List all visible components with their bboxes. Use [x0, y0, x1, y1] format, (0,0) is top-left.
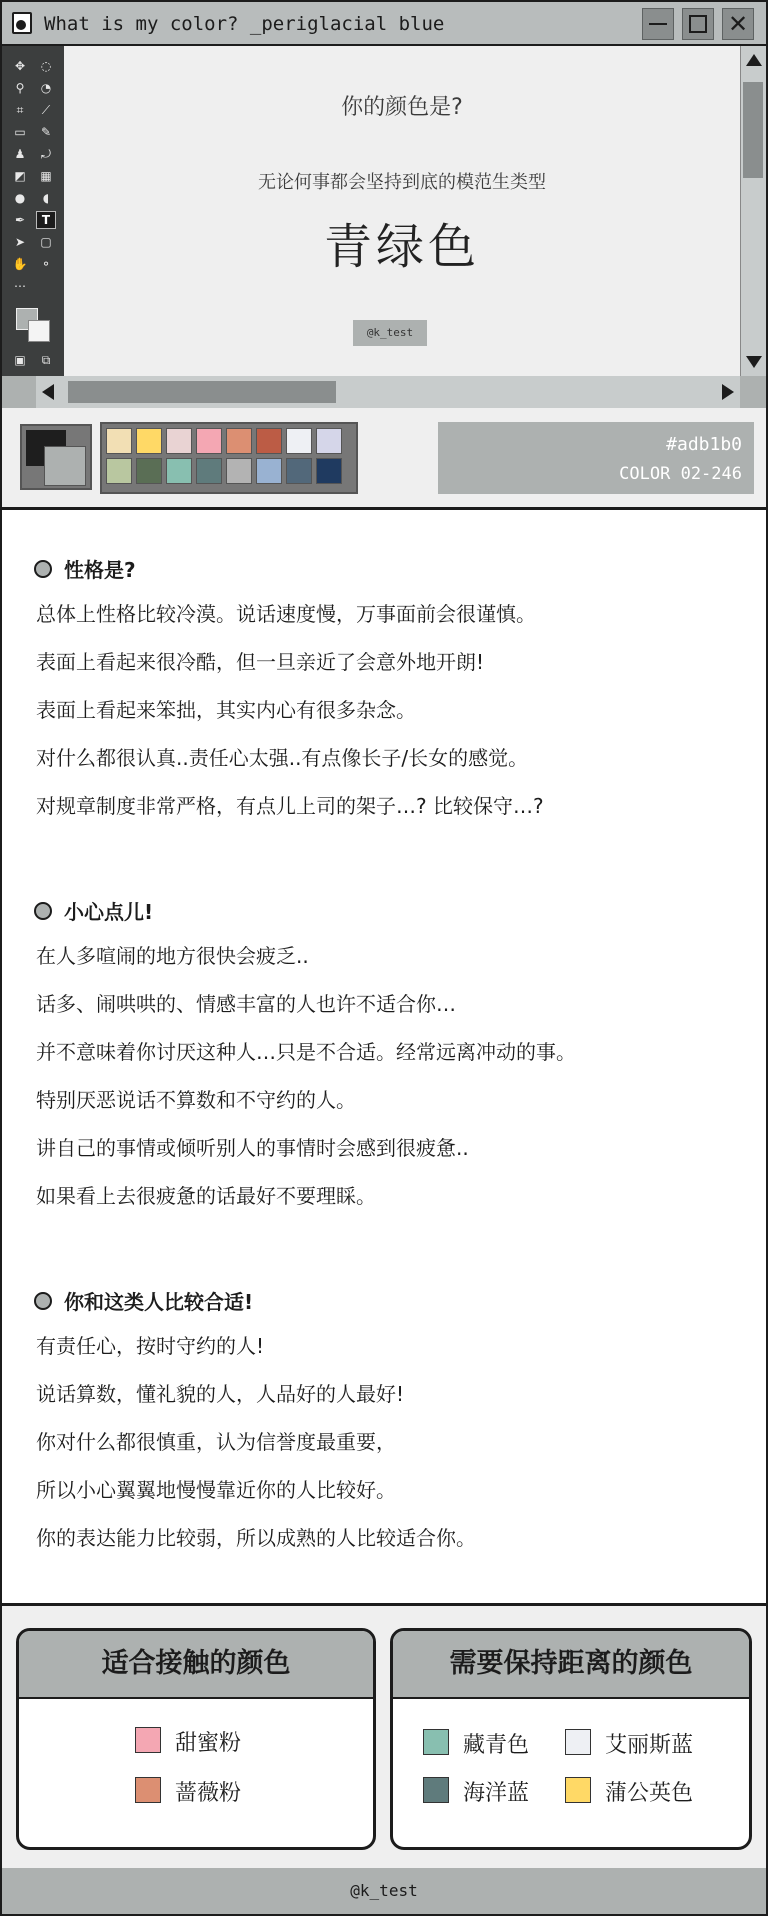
- text-line: 并不意味着你讨厌这种人…只是不合适。经常远离冲动的事。: [36, 1040, 576, 1064]
- pen-icon[interactable]: ✒: [14, 213, 26, 227]
- window-title: What is my color? _periglacial blue: [44, 13, 445, 35]
- close-button[interactable]: [722, 8, 754, 40]
- text-line: 表面上看起来很冷酷，但一旦亲近了会意外地开朗!: [36, 650, 485, 674]
- color-swatch: [565, 1729, 591, 1755]
- scroll-down-icon[interactable]: [746, 356, 762, 368]
- good-colors-card: [16, 1628, 376, 1850]
- palette-swatch[interactable]: [226, 428, 252, 454]
- color-cards-area: [2, 1606, 766, 1868]
- title-bar: [2, 2, 766, 46]
- palette-swatch[interactable]: [106, 428, 132, 454]
- color-label: 甜蜜粉: [175, 1731, 242, 1756]
- brush-icon[interactable]: ✎: [40, 125, 52, 139]
- background-color-swatch[interactable]: [28, 320, 50, 342]
- magic-wand-icon[interactable]: ⚲: [15, 81, 25, 95]
- palette-swatch[interactable]: [196, 458, 222, 484]
- toolbox: [2, 46, 64, 376]
- color-label: 蒲公英色: [605, 1781, 694, 1806]
- color-label: 艾丽斯蓝: [605, 1733, 694, 1758]
- canvas-question: 你的颜色是?: [341, 95, 463, 120]
- crop-icon[interactable]: ⌗: [16, 103, 24, 117]
- color-code: COLOR 02-246: [619, 464, 742, 484]
- color-swatch: [423, 1729, 449, 1755]
- scroll-right-icon[interactable]: [722, 384, 734, 400]
- minimize-button[interactable]: [642, 8, 674, 40]
- maximize-button[interactable]: [682, 8, 714, 40]
- dodge-icon[interactable]: ◖: [42, 191, 50, 205]
- palette-swatch[interactable]: [286, 428, 312, 454]
- editor-area: [2, 46, 766, 408]
- text-line: 话多、闹哄哄的、情感丰富的人也许不适合你…: [36, 992, 456, 1016]
- section-compatible: [34, 1286, 734, 1550]
- text-line: 表面上看起来笨拙，其实内心有很多杂念。: [36, 698, 416, 722]
- palette-swatch[interactable]: [286, 458, 312, 484]
- history-brush-icon[interactable]: ⤾: [41, 147, 51, 161]
- footer: @k_test: [2, 1868, 766, 1914]
- section-title: 你和这类人比较合适!: [64, 1290, 254, 1314]
- palette-swatch[interactable]: [196, 428, 222, 454]
- move-icon[interactable]: ✥: [14, 59, 26, 73]
- palette-swatch[interactable]: [256, 458, 282, 484]
- vertical-scrollbar[interactable]: [740, 46, 766, 376]
- text-line: 对规章制度非常严格，有点儿上司的架子…? 比较保守…?: [36, 794, 544, 818]
- palette-swatch[interactable]: [136, 428, 162, 454]
- bullet-icon: [34, 1292, 52, 1310]
- palette-swatch[interactable]: [256, 428, 282, 454]
- color-swatch: [423, 1777, 449, 1803]
- scroll-up-icon[interactable]: [746, 54, 762, 66]
- section-personality: [34, 554, 734, 818]
- color-label: 藏青色: [463, 1733, 530, 1758]
- text-line: 在人多喧闹的地方很快会疲乏..: [36, 944, 309, 968]
- bullet-icon: [34, 902, 52, 920]
- text-line: 特别厌恶说话不算数和不守约的人。: [36, 1088, 356, 1112]
- text-line: 你的表达能力比较弱，所以成熟的人比较适合你。: [36, 1526, 476, 1550]
- canvas-tag: @k_test: [353, 320, 427, 346]
- current-bg-color: [44, 446, 86, 486]
- palette-swatch[interactable]: [316, 458, 342, 484]
- text-line: 对什么都很认真..责任心太强..有点像长子/长女的感觉。: [36, 746, 529, 770]
- text-line: 讲自己的事情或倾听别人的事情时会感到很疲惫..: [36, 1136, 469, 1160]
- avoid-colors-title: 需要保持距离的颜色: [393, 1631, 749, 1699]
- text-line: 总体上性格比较冷漠。说话速度慢，万事面前会很谨慎。: [36, 602, 536, 626]
- eraser-icon[interactable]: ◩: [14, 169, 26, 183]
- hand-icon[interactable]: ✋: [12, 257, 28, 271]
- section-title: 小心点儿!: [64, 900, 154, 924]
- color-swatch: [135, 1727, 161, 1753]
- text-line: 说话算数，懂礼貌的人，人品好的人最好!: [36, 1382, 405, 1406]
- eyedropper-icon[interactable]: ⟋: [41, 103, 51, 117]
- quick-mask-icon[interactable]: ▣: [14, 353, 26, 367]
- vertical-scroll-thumb[interactable]: [743, 82, 763, 178]
- text-line: 有责任心，按时守约的人!: [36, 1334, 265, 1358]
- lasso-icon[interactable]: ◌: [40, 59, 52, 73]
- horizontal-scroll-thumb[interactable]: [68, 381, 336, 403]
- app-icon: [12, 12, 32, 34]
- section-caution: [34, 896, 734, 1208]
- palette-swatch[interactable]: [136, 458, 162, 484]
- quick-select-icon[interactable]: ◔: [40, 81, 52, 95]
- color-swatch: [565, 1777, 591, 1803]
- palette-bar: [2, 408, 766, 510]
- path-select-icon[interactable]: ➤: [14, 235, 26, 249]
- close-icon: ✕: [727, 10, 749, 38]
- canvas-color-name: 青绿色: [323, 219, 480, 275]
- shape-icon[interactable]: ▢: [40, 235, 52, 249]
- canvas-subtitle: 无论何事都会坚持到底的模范生类型: [258, 172, 546, 193]
- section-title: 性格是?: [64, 558, 136, 582]
- text-line: 所以小心翼翼地慢慢靠近你的人比较好。: [36, 1478, 396, 1502]
- palette-swatch[interactable]: [226, 458, 252, 484]
- color-swatch: [135, 1777, 161, 1803]
- zoom-icon[interactable]: ⚬: [40, 257, 52, 271]
- patch-icon[interactable]: ▭: [14, 125, 26, 139]
- palette-swatch[interactable]: [166, 428, 192, 454]
- color-info-box: [438, 422, 754, 494]
- palette-swatch[interactable]: [316, 428, 342, 454]
- bullet-icon: [34, 560, 52, 578]
- gradient-icon[interactable]: ▦: [40, 169, 52, 183]
- screen-mode-icon[interactable]: ⧉: [41, 353, 51, 367]
- avoid-colors-card: [390, 1628, 752, 1850]
- text-line: 你对什么都很慎重，认为信誉度最重要，: [36, 1430, 396, 1454]
- hex-value: #adb1b0: [666, 434, 742, 455]
- swatch-grid: [100, 422, 358, 494]
- stamp-icon[interactable]: ♟: [14, 147, 26, 161]
- canvas[interactable]: [64, 46, 740, 376]
- palette-swatch[interactable]: [166, 458, 192, 484]
- horizontal-scrollbar[interactable]: [36, 376, 740, 408]
- palette-swatch[interactable]: [106, 458, 132, 484]
- blur-icon[interactable]: ●: [14, 191, 26, 205]
- color-label: 海洋蓝: [463, 1781, 530, 1806]
- scroll-left-icon[interactable]: [42, 384, 54, 400]
- good-colors-title: 适合接触的颜色: [19, 1631, 373, 1699]
- more-icon[interactable]: ⋯: [14, 279, 26, 293]
- type-icon[interactable]: T: [37, 212, 55, 228]
- current-color-widget[interactable]: [20, 424, 92, 490]
- text-line: 如果看上去很疲惫的话最好不要理睬。: [36, 1184, 376, 1208]
- color-label: 蔷薇粉: [175, 1781, 242, 1806]
